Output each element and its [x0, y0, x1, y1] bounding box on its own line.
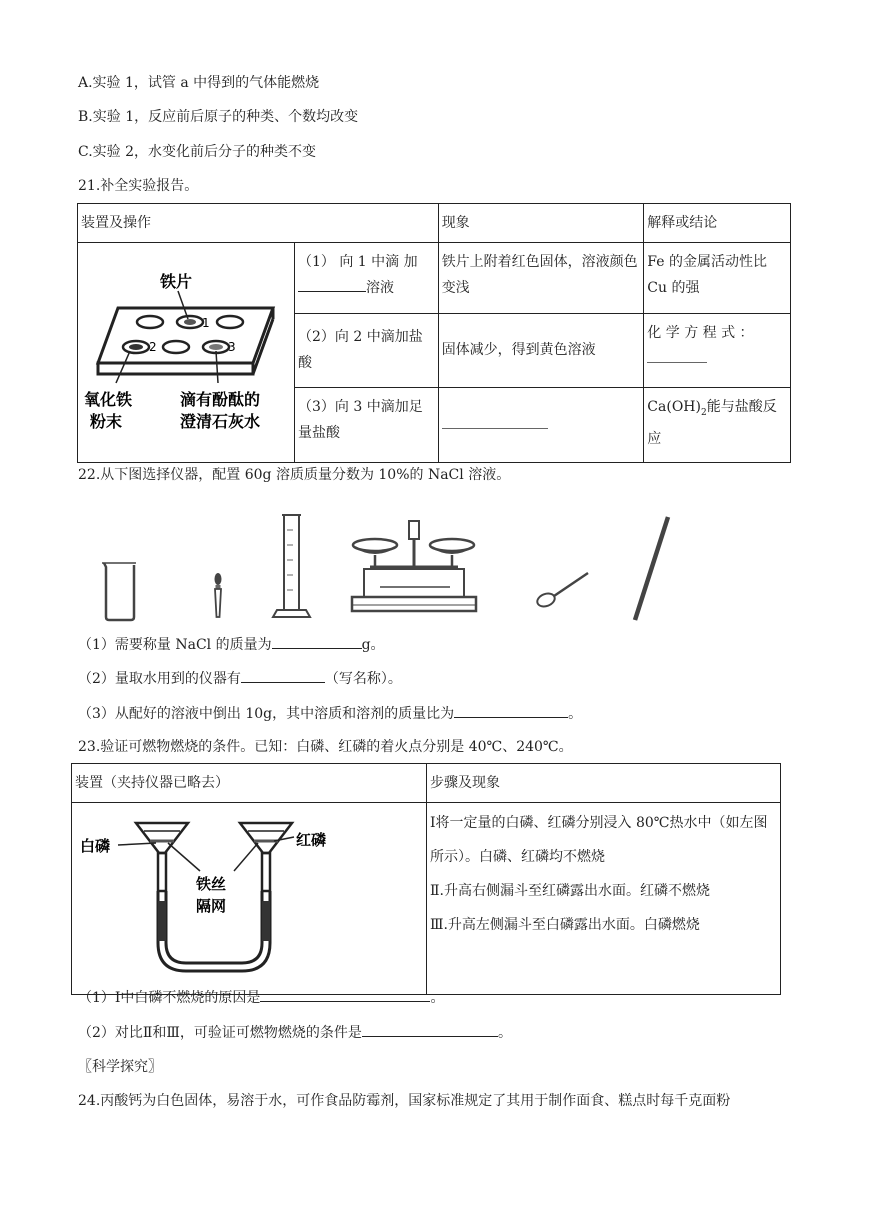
q21-row2-blank[interactable]	[647, 348, 707, 363]
q21-row2-conclusion: 化 学 方 程 式 ：	[647, 324, 754, 341]
well	[137, 316, 163, 328]
q23-step-2: Ⅱ.升高右侧漏斗至红磷露出水面。红磷不燃烧	[429, 883, 710, 899]
q23-part2-blank[interactable]	[362, 1022, 498, 1037]
q21-row1-op-suffix: 溶液	[365, 280, 394, 296]
q21-row3-phenomenon-cell	[438, 388, 644, 463]
q21-title: 21.补全实验报告。	[78, 178, 199, 194]
q23-table	[71, 763, 781, 995]
q21-row1-conclusion: Fe 的金属活动性比 Cu 的强	[644, 243, 791, 314]
q22-part1-blank[interactable]	[272, 634, 362, 649]
label-iron-oxide: 氧化铁	[84, 390, 133, 409]
q22-part2-text: （2）量取水用到的仪器有	[78, 671, 241, 687]
q22-part1-text: （1）需要称量 NaCl 的质量为	[78, 637, 272, 653]
q23-header-device: 装置（夹持仪器已略去）	[72, 764, 427, 803]
q22-part3-suffix: 。	[568, 706, 583, 722]
well-number-3: 3	[228, 340, 236, 354]
well-number-1: 1	[202, 316, 210, 330]
q23-part1-suffix: 。	[430, 990, 445, 1006]
q23-header-steps: 步骤及现象	[426, 764, 780, 803]
q21-row2-conclusion-cell	[644, 313, 791, 388]
q23-step-1: Ⅰ将一定量的白磷、红磷分别浸入 80℃热水中（如左图所示）。白磷、红磷均不燃烧	[429, 815, 768, 865]
q21-row3-conclusion: 能与盐酸反应	[647, 399, 777, 448]
left-funnel	[136, 823, 188, 853]
spot-plate-figure	[78, 243, 293, 453]
funnel-figure-cell	[72, 803, 427, 995]
q23-part2-text: （2）对比Ⅱ和Ⅲ，可验证可燃物燃烧的条件是	[78, 1025, 362, 1041]
q21-row2-phenomenon: 固体减少，得到黄色溶液	[438, 313, 644, 388]
q21-row3-formula: Ca(OH)	[647, 399, 701, 416]
spot-plate-figure-cell	[78, 243, 295, 463]
option-a: A.实验 1，试管 a 中得到的气体能燃烧	[78, 75, 320, 91]
q21-row2-op: （2）向 2 中滴加盐酸	[294, 313, 438, 388]
q22-title: 22.从下图选择仪器，配置 60g 溶质质量分数为 10%的 NaCl 溶液。	[78, 467, 511, 483]
q22-part3-blank[interactable]	[454, 703, 568, 718]
label-iron-wire: 铁丝	[196, 875, 227, 893]
instruments-figure	[90, 505, 710, 635]
graduated-cylinder-icon	[273, 515, 310, 617]
q21-row3-blank[interactable]	[442, 414, 548, 429]
q21-row1-phenomenon: 铁片上附着红色固体，溶液颜色变浅	[438, 243, 644, 314]
q21-header-conclusion: 解释或结论	[644, 204, 791, 243]
q22-part3-text: （3）从配好的溶液中倒出 10g，其中溶质和溶剂的质量比为	[78, 706, 455, 722]
q22-part1-suffix: g。	[361, 637, 385, 653]
label-powder: 粉末	[90, 412, 123, 431]
medicine-spoon-icon	[535, 573, 588, 609]
q22-part2-suffix: （写名称）。	[324, 671, 402, 687]
q23-part2-suffix: 。	[497, 1025, 512, 1041]
q23-part1	[78, 987, 444, 1008]
beaker-icon	[102, 563, 136, 620]
q23-step-3: Ⅲ.升高左侧漏斗至白磷露出水面。白磷燃烧	[429, 917, 700, 933]
q24-intro: 24.丙酸钙为白色固体，易溶于水，可作食品防霉剂，国家标准规定了其用于制作面食、糕点时每千克面粉	[78, 1093, 731, 1109]
q21-row1-blank[interactable]	[298, 277, 366, 292]
well-number-2: 2	[149, 340, 157, 354]
q21-table	[77, 203, 791, 463]
q21-row3-subscript: 2	[700, 408, 707, 419]
section-label: 〖科学探究〗	[78, 1059, 162, 1075]
q23-title: 23.验证可燃物燃烧的条件。已知：白磷、红磷的着火点分别是 40℃、240℃。	[78, 739, 573, 755]
label-iron: 铁片	[160, 272, 193, 291]
q22-part2-blank[interactable]	[241, 668, 325, 683]
well	[217, 316, 243, 328]
q21-row3-conclusion-cell	[644, 388, 791, 463]
label-limewater: 澄清石灰水	[180, 412, 261, 431]
q21-header-op: 装置及操作	[78, 204, 439, 243]
q23-part2	[78, 1022, 512, 1043]
q22-part2	[78, 668, 402, 689]
option-b: B.实验 1，反应前后原子的种类、个数均改变	[78, 109, 359, 125]
balance-scale-icon	[352, 521, 476, 611]
q21-row1-op	[294, 243, 438, 314]
well	[163, 341, 189, 353]
q23-part1-text: （1）Ⅰ中白磷不燃烧的原因是	[78, 990, 261, 1006]
q21-row1-op-text: （1） 向 1 中滴 加	[297, 254, 418, 270]
label-red-phosphorus: 红磷	[296, 831, 327, 849]
dropper-icon	[215, 573, 222, 617]
label-white-phosphorus: 白磷	[80, 837, 111, 855]
right-funnel	[240, 823, 292, 853]
q22-part1	[78, 634, 385, 655]
glass-rod-icon	[635, 517, 668, 620]
label-mesh: 隔网	[196, 897, 227, 915]
q23-steps-cell	[426, 803, 780, 995]
option-c: C.实验 2，水变化前后分子的种类不变	[78, 144, 317, 160]
label-phenolphthalein: 滴有酚酞的	[180, 390, 261, 409]
funnel-apparatus-figure	[72, 803, 425, 985]
q23-part1-blank[interactable]	[260, 987, 430, 1002]
q22-part3	[78, 703, 582, 724]
q21-row3-op: （3）向 3 中滴加足量盐酸	[294, 388, 438, 463]
q21-header-phenomenon: 现象	[438, 204, 644, 243]
